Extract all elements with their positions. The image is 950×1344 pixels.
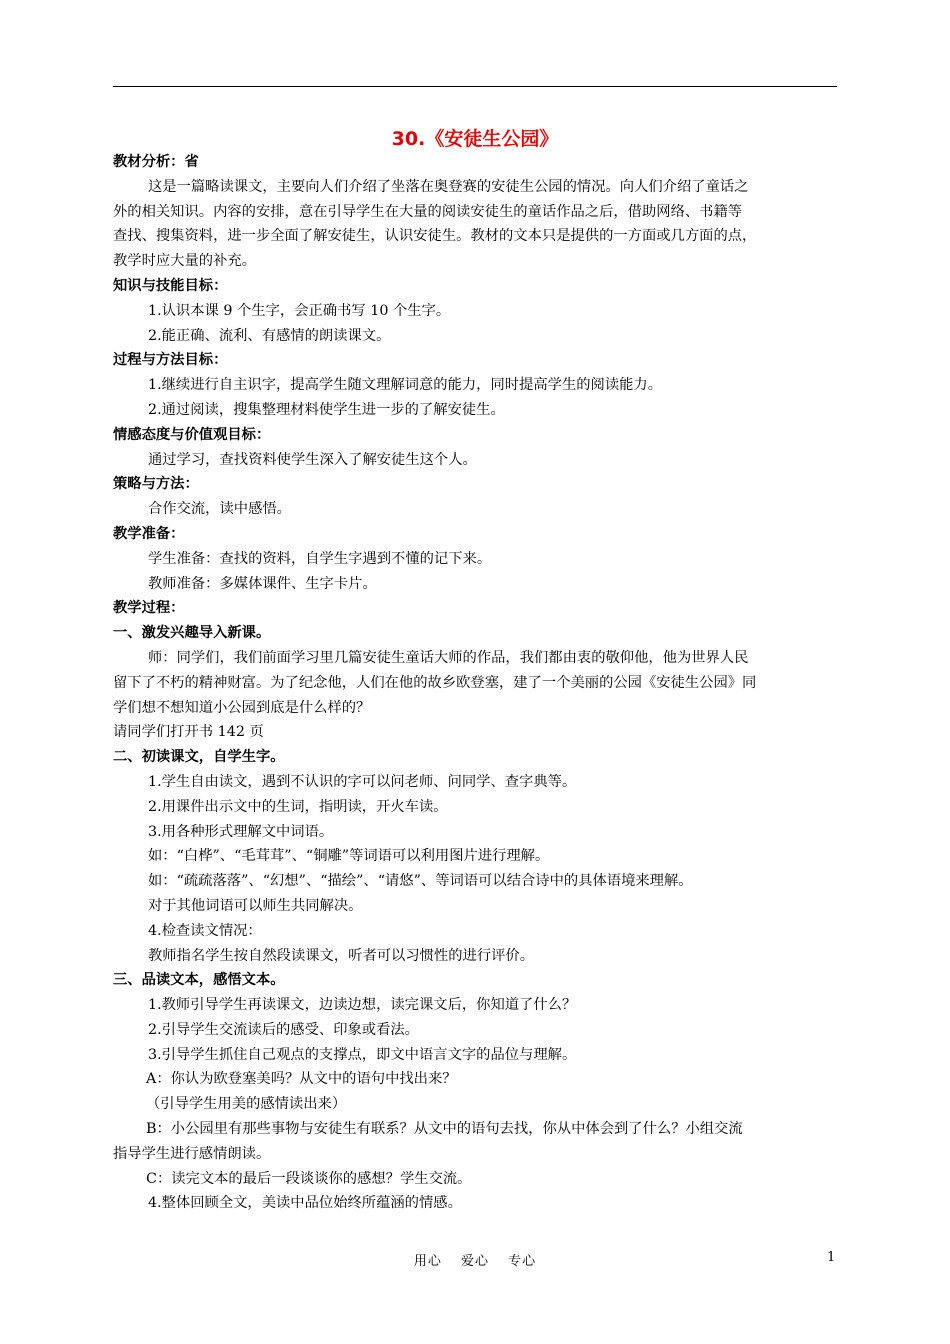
text-line: 教学时应大量的补充。 xyxy=(113,253,256,270)
text-line: 对于其他词语可以师生共同解决。 xyxy=(148,897,363,914)
section-heading: 教学准备： xyxy=(113,525,185,542)
text-line: 4.整体回顾全文，美读中品位始终所蕴涵的情感。 xyxy=(148,1195,462,1212)
footer-text: 用心 爱心 专心 xyxy=(413,1254,537,1269)
header-rule xyxy=(113,86,837,87)
text-line: 查找、搜集资料，进一步全面了解安徒生，认识安徒生。教材的文本只是提供的一方面或几方面的点， xyxy=(113,228,757,245)
text-line: 1.学生自由读文，遇到不认识的字可以问老师、问同学、查字典等。 xyxy=(148,773,577,790)
text-line: 教师准备：多媒体课件、生字卡片。 xyxy=(148,575,377,592)
text-line: 2.引导学生交流读后的感受、印象或看法。 xyxy=(148,1021,419,1038)
text-line: 外的相关知识。内容的安排，意在引导学生在大量的阅读安徒生的童话作品之后，借助网络、书籍等 xyxy=(113,203,743,220)
text-line: 留下了不朽的精神财富。为了纪念他，人们在他的故乡欧登塞，建了一个美丽的公园《安徒生公园》同 xyxy=(113,674,757,691)
section-heading: 情感态度与价值观目标： xyxy=(113,426,271,443)
text-line: 这是一篇略读课文，主要向人们介绍了坐落在奥登赛的安徒生公园的情况。向人们介绍了童话之 xyxy=(148,178,749,195)
text-line: 2.通过阅读，搜集整理材料使学生进一步的了解安徒生。 xyxy=(148,401,505,418)
text-line: 学生准备：查找的资料，自学生字遇到不懂的记下来。 xyxy=(148,550,492,567)
text-line: 3.引导学生抓住自己观点的支撑点，即文中语言文字的品位与理解。 xyxy=(148,1046,577,1063)
section-heading: 二、初读课文，自学生字。 xyxy=(113,749,285,766)
text-line: （引导学生用美的感情读出来） xyxy=(146,1096,347,1113)
text-line: 教师指名学生按自然段读课文，听者可以习惯性的进行评价。 xyxy=(148,947,535,964)
text-line: 如：“白桦”、“毛茸茸”、“铜雕”等词语可以利用图片进行理解。 xyxy=(148,848,550,865)
text-line: 1.教师引导学生再读课文，边读边想，读完课文后，你知道了什么？ xyxy=(148,997,577,1014)
page-number: 1 xyxy=(827,1250,836,1265)
text-line: 请同学们打开书 142 页 xyxy=(113,724,264,741)
page-title: 30.《安徒生公园》 xyxy=(391,128,559,150)
section-heading: 一、激发兴趣导入新课。 xyxy=(113,625,271,642)
text-line: 2.用课件出示文中的生词，指明读，开火车读。 xyxy=(148,798,448,815)
text-line: 1.认识本课 9 个生字，会正确书写 10 个生字。 xyxy=(148,302,451,319)
text-line: 如：“疏疏落落”、“幻想”、“描绘”、“请悠”、等词语可以结合诗中的具体语境来理解。 xyxy=(148,873,693,890)
text-line: 4.检查读文情况： xyxy=(148,922,262,939)
section-heading: 知识与技能目标： xyxy=(113,277,228,294)
section-heading: 教学过程： xyxy=(113,600,185,617)
section-heading: 过程与方法目标： xyxy=(113,352,228,369)
text-line: 3.用各种形式理解文中词语。 xyxy=(148,823,334,840)
text-line: C：读完文本的最后一段谈谈你的感想？学生交流。 xyxy=(146,1170,472,1187)
text-line: 师：同学们，我们前面学习里几篇安徒生童话大师的作品，我们都由衷的敬仰他，他为世界人民 xyxy=(148,649,749,666)
text-line: 学们想不想知道小公园到底是什么样的？ xyxy=(113,699,371,716)
text-line: A：你认为欧登塞美吗？从文中的语句中找出来？ xyxy=(146,1071,457,1088)
text-line: 指导学生进行感情朗读。 xyxy=(113,1145,271,1162)
section-heading: 教材分析：省 xyxy=(113,154,199,170)
text-line: B：小公园里有那些事物与安徒生有联系？从文中的语句去找，你从中体会到了什么？小组交流 xyxy=(146,1121,743,1138)
section-heading: 三、品读文本，感悟文本。 xyxy=(113,972,285,989)
text-line: 2.能正确、流利、有感情的朗读课文。 xyxy=(148,327,391,344)
text-line: 通过学习，查找资料使学生深入了解安徒生这个人。 xyxy=(148,451,477,468)
text-line: 合作交流，读中感悟。 xyxy=(148,501,291,518)
text-line: 1.继续进行自主识字，提高学生随文理解词意的能力，同时提高学生的阅读能力。 xyxy=(148,377,663,394)
document-body xyxy=(113,150,837,1216)
section-heading: 策略与方法： xyxy=(113,476,199,493)
